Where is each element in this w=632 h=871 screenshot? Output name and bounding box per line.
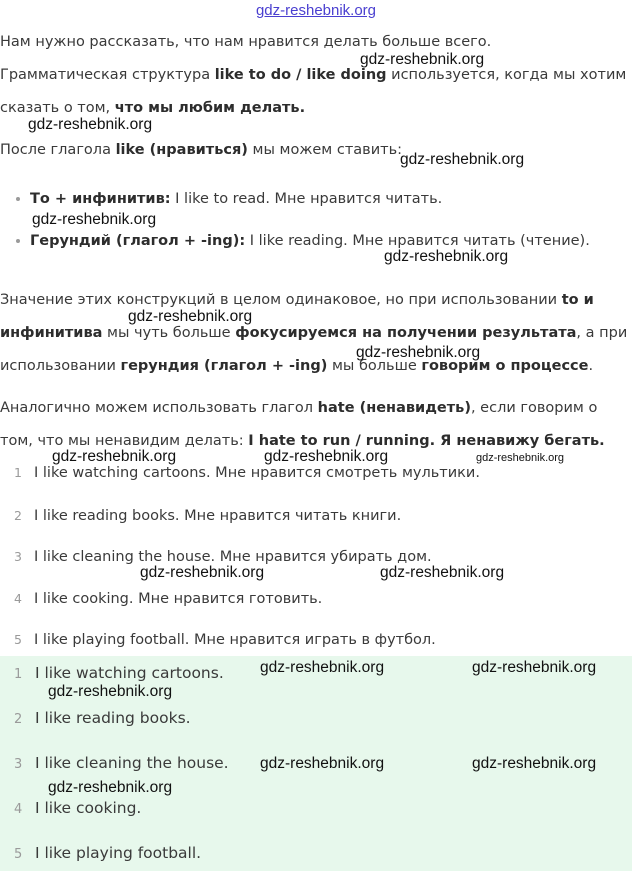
watermark: gdz-reshebnik.org bbox=[384, 248, 509, 265]
bullet-bold: Герундий (глагол + -ing): bbox=[30, 233, 246, 249]
example-text: I like cooking. Мне нравится готовить. bbox=[34, 591, 323, 607]
bullet-bold: То + инфинитив: bbox=[30, 191, 171, 207]
intro-text: мы можем ставить: bbox=[247, 142, 403, 158]
meaning-bold: to и bbox=[561, 292, 594, 308]
watermark: gdz-reshebnik.org bbox=[28, 116, 153, 133]
meaning-text: Значение этих конструкций в целом одинаковое, но при использовании bbox=[0, 292, 562, 308]
intro-text: После глагола bbox=[0, 142, 116, 158]
intro-text: сказать о том, bbox=[0, 100, 115, 116]
example-text: I like cleaning the house. Мне нравится убирать дом. bbox=[34, 549, 432, 565]
answer-number: 3 bbox=[14, 757, 23, 772]
example-row bbox=[14, 549, 432, 565]
watermark: gdz-reshebnik.org bbox=[400, 151, 525, 168]
hate-text: Аналогично можем использовать глагол bbox=[0, 400, 318, 416]
watermark: gdz-reshebnik.org bbox=[356, 344, 481, 361]
meaning-bold: говорим о процессе bbox=[421, 358, 589, 374]
meaning-text: . bbox=[588, 358, 594, 374]
example-text: I like watching cartoons. Мне нравится смотреть мультики. bbox=[34, 465, 480, 481]
watermark: gdz-reshebnik.org bbox=[128, 308, 253, 325]
meaning-text: мы чуть больше bbox=[102, 325, 236, 341]
watermark: gdz-reshebnik.org bbox=[52, 448, 177, 465]
example-number: 4 bbox=[14, 591, 22, 606]
answer-number: 1 bbox=[14, 667, 23, 682]
meaning-line-1 bbox=[0, 292, 594, 308]
watermark: gdz-reshebnik.org bbox=[360, 51, 485, 68]
example-text: I like reading books. Мне нравится читать книги. bbox=[34, 508, 402, 524]
intro-bold: что мы любим делать. bbox=[114, 100, 306, 116]
example-row bbox=[14, 591, 322, 607]
bullet-item bbox=[16, 191, 442, 207]
intro-line-4 bbox=[0, 142, 402, 158]
intro-text: Нам нужно рассказать, что нам нравится делать больше всего. bbox=[0, 34, 492, 50]
example-number: 3 bbox=[14, 549, 22, 564]
meaning-text: мы больше bbox=[327, 358, 422, 374]
bullet-dot-icon bbox=[16, 197, 20, 201]
answer-number: 4 bbox=[14, 802, 23, 817]
hate-text: том, что мы ненавидим делать: bbox=[0, 433, 249, 449]
watermark: gdz-reshebnik.org bbox=[260, 659, 385, 676]
example-text: I like playing football. Мне нравится играть в футбол. bbox=[34, 632, 436, 648]
intro-line-2 bbox=[0, 67, 626, 83]
meaning-text: использовании bbox=[0, 358, 121, 374]
example-number: 1 bbox=[14, 465, 22, 480]
intro-line-3 bbox=[0, 100, 305, 116]
meaning-text: , а при bbox=[576, 325, 628, 341]
bullet-text: I like to read. Мне нравится читать. bbox=[170, 191, 443, 207]
watermark: gdz-reshebnik.org bbox=[264, 448, 389, 465]
answer-text: I like watching cartoons. bbox=[35, 664, 224, 682]
answer-text: I like reading books. bbox=[35, 709, 191, 727]
answer-text: I like playing football. bbox=[35, 844, 202, 862]
meaning-bold: фокусируемся на получении результата bbox=[235, 325, 577, 341]
hate-bold: hate (ненавидеть) bbox=[317, 400, 471, 416]
answer-number: 5 bbox=[14, 847, 23, 862]
example-row bbox=[14, 508, 401, 524]
example-number: 5 bbox=[14, 632, 22, 647]
hate-text: , если говорим о bbox=[470, 400, 598, 416]
watermark: gdz-reshebnik.org bbox=[260, 755, 385, 772]
answer-row bbox=[14, 754, 229, 772]
answer-text: I like cooking. bbox=[35, 799, 142, 817]
hate-bold: I hate to run / running. Я ненавижу бегать. bbox=[248, 433, 605, 449]
intro-text: Грамматическая структура bbox=[0, 67, 215, 83]
answer-number: 2 bbox=[14, 712, 23, 727]
intro-bold: like (нравиться) bbox=[115, 142, 248, 158]
hate-line-2 bbox=[0, 433, 605, 449]
watermark: gdz-reshebnik.org bbox=[476, 452, 565, 464]
bullet-dot-icon bbox=[16, 239, 20, 243]
watermark: gdz-reshebnik.org bbox=[472, 755, 597, 772]
watermark: gdz-reshebnik.org bbox=[48, 683, 173, 700]
meaning-line-2 bbox=[0, 325, 627, 341]
header-watermark[interactable]: gdz-reshebnik.org bbox=[255, 2, 377, 19]
bullet-item bbox=[16, 233, 590, 249]
watermark: gdz-reshebnik.org bbox=[32, 211, 157, 228]
intro-text: используется, когда мы хотим bbox=[386, 67, 627, 83]
intro-line-1 bbox=[0, 34, 491, 50]
answer-text: I like cleaning the house. bbox=[35, 754, 229, 772]
watermark: gdz-reshebnik.org bbox=[472, 659, 597, 676]
example-number: 2 bbox=[14, 508, 22, 523]
watermark: gdz-reshebnik.org bbox=[380, 564, 505, 581]
bullet-text: I like reading. Мне нравится читать (чтение). bbox=[245, 233, 590, 249]
watermark: gdz-reshebnik.org bbox=[140, 564, 265, 581]
intro-bold: like to do / like doing bbox=[214, 67, 387, 83]
meaning-line-3 bbox=[0, 358, 593, 374]
example-row bbox=[14, 465, 480, 481]
answer-row bbox=[14, 844, 201, 862]
meaning-bold: герундия (глагол + -ing) bbox=[120, 358, 328, 374]
answer-row bbox=[14, 799, 141, 817]
watermark: gdz-reshebnik.org bbox=[48, 779, 173, 796]
answer-row bbox=[14, 709, 191, 727]
meaning-bold: инфинитива bbox=[0, 325, 103, 341]
hate-line-1 bbox=[0, 400, 597, 416]
example-row bbox=[14, 632, 436, 648]
answer-row bbox=[14, 664, 224, 682]
